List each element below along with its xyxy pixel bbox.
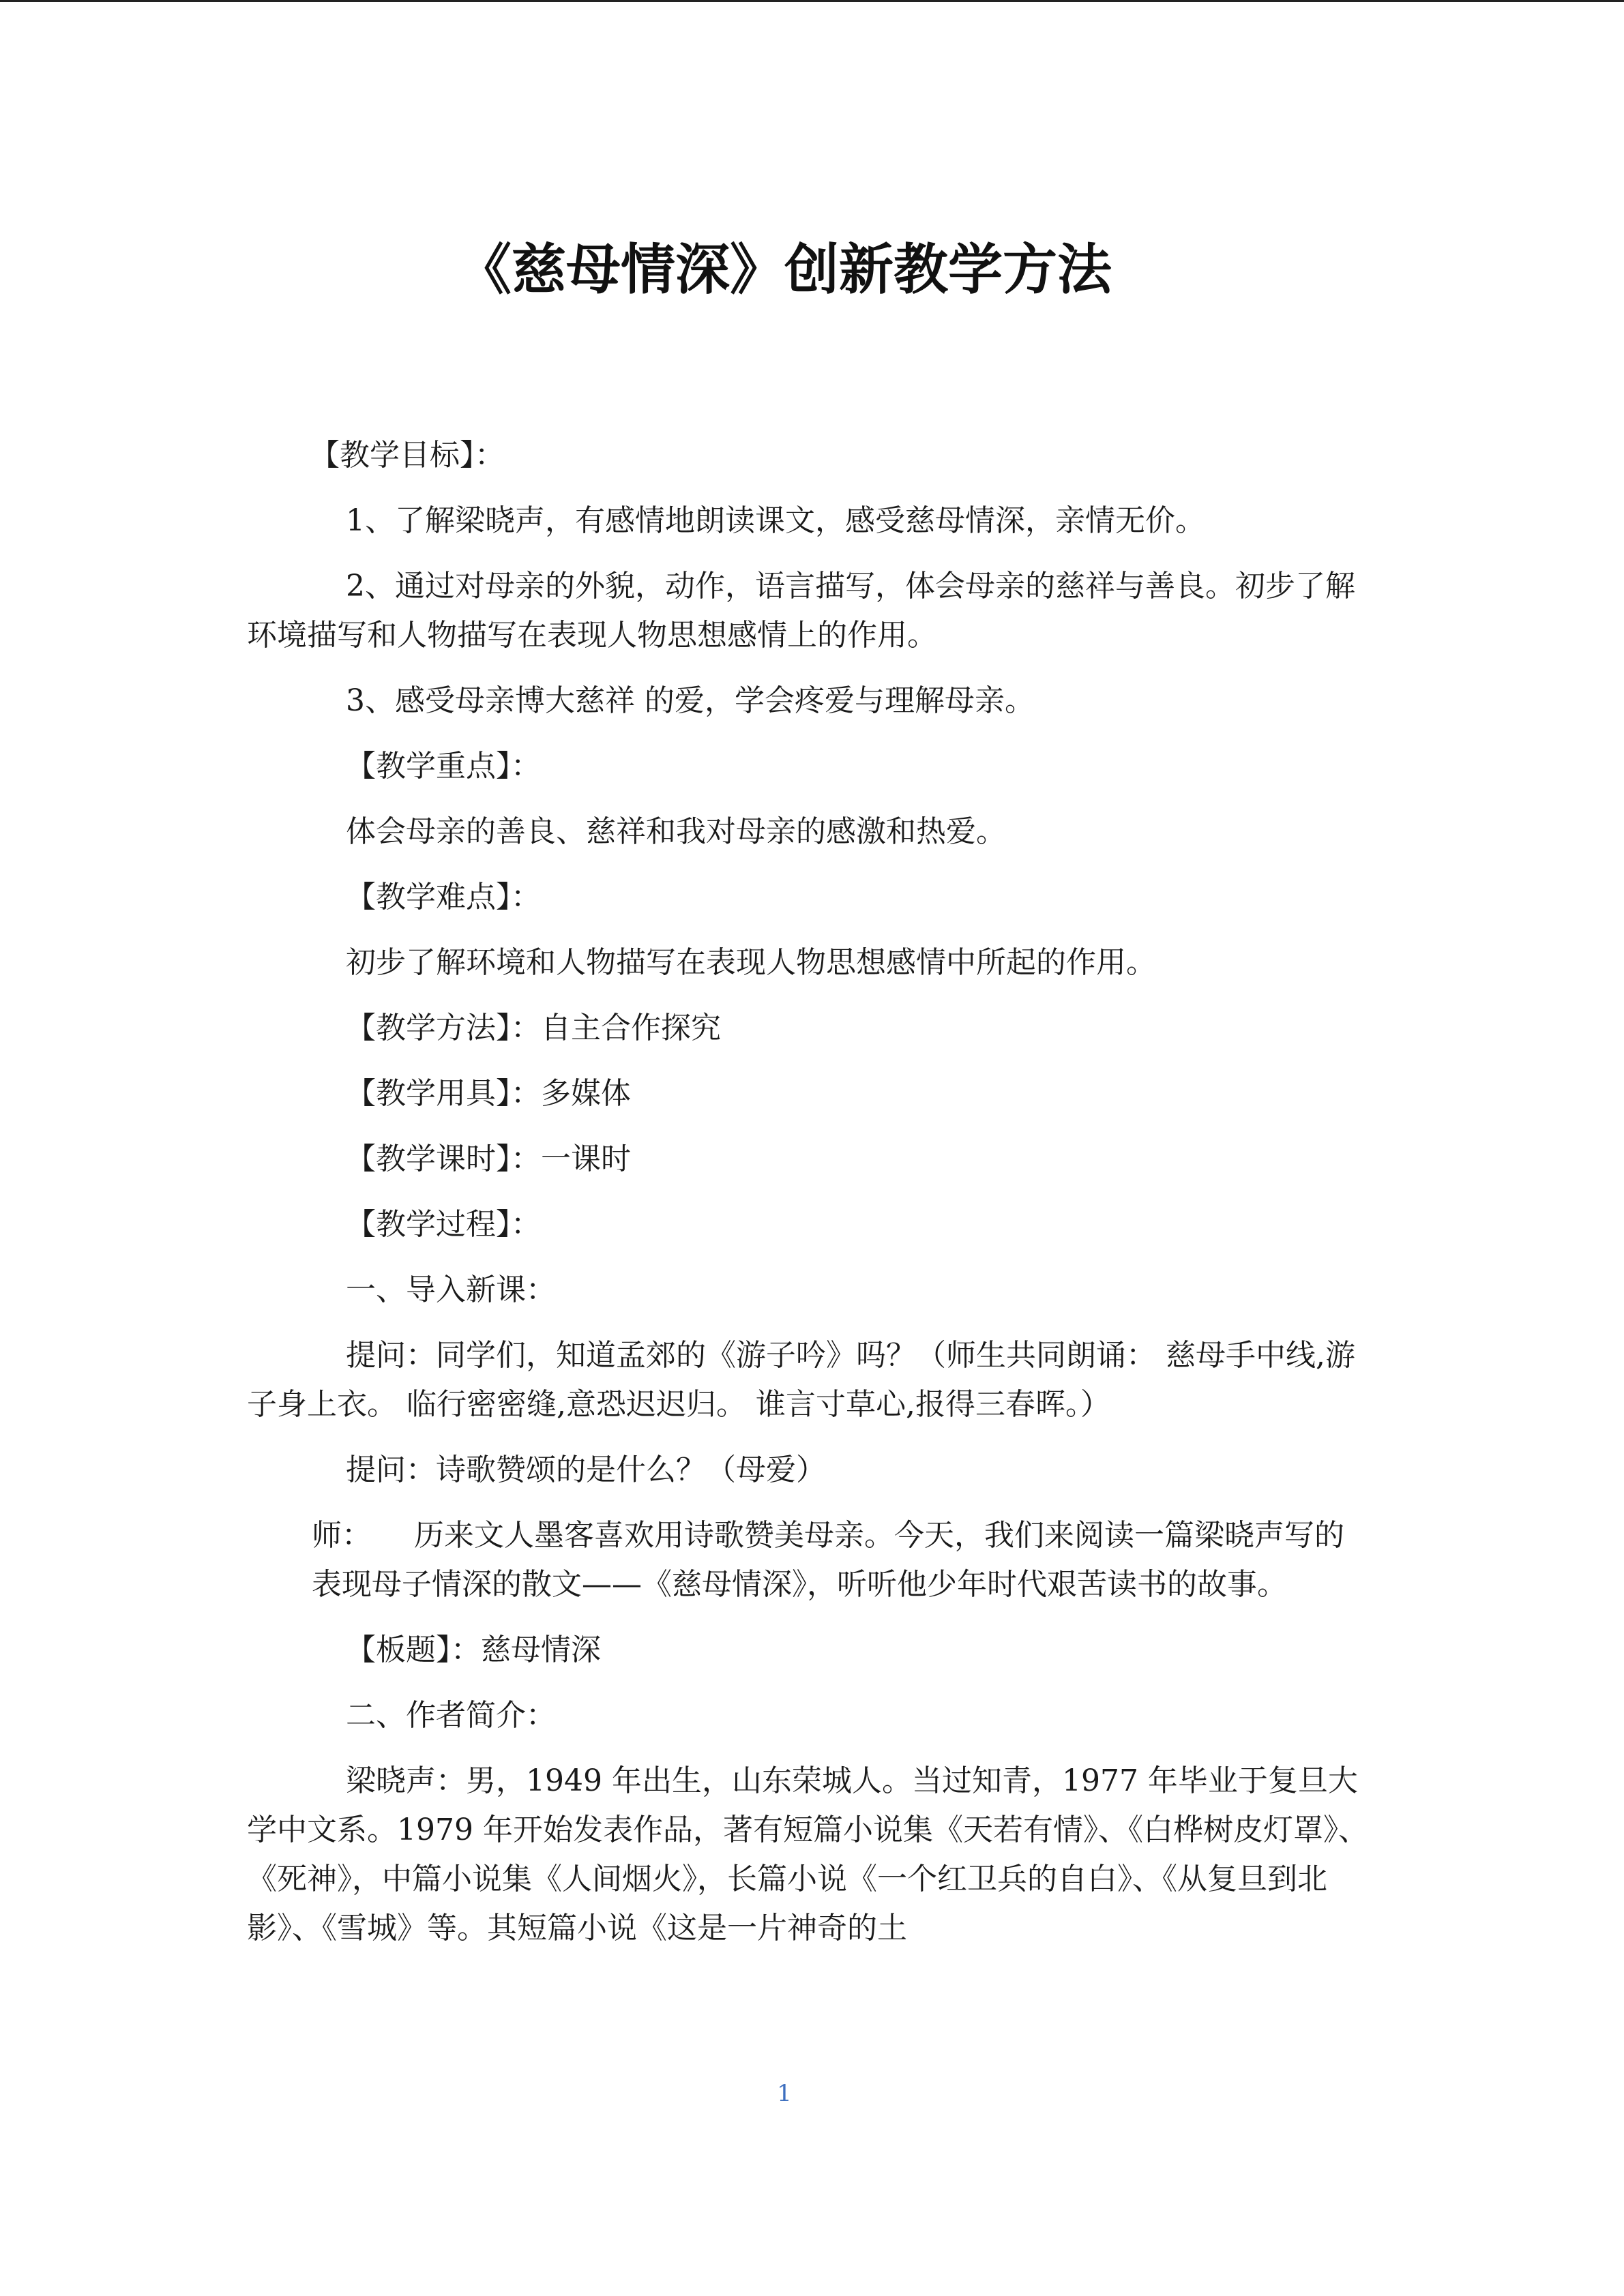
- teaching-focus-text: 体会母亲的善良、慈祥和我对母亲的感激和热爱。: [346, 814, 1006, 849]
- document-title: 《慈母情深》创新教学方法: [457, 237, 1112, 301]
- teacher-text: 历来文人墨客喜欢用诗歌赞美母亲。今天，我们来阅读一篇梁晓声写的表现母子情深的散文——《慈母情深》，听听他少年时代艰苦读书的故事。: [312, 1518, 1344, 1602]
- question-paragraph-1: 提问：同学们，知道孟郊的《游子吟》吗？（师生共同朗诵： 慈母手中线,游子身上衣。 临行密密缝,意恐迟迟归。 谁言寸草心,报得三春晖。）: [247, 1338, 1355, 1422]
- heading-teaching-difficulty: 【教学难点】：: [346, 880, 541, 914]
- page-number: 1: [777, 2080, 792, 2107]
- section-2-heading: 二、作者简介：: [346, 1698, 556, 1733]
- teaching-difficulty-text: 初步了解环境和人物描写在表现人物思想感情中所起的作用。: [346, 945, 1156, 980]
- heading-teaching-goals: 【教学目标】：: [310, 438, 505, 473]
- document-body: [247, 431, 1372, 1969]
- heading-teaching-focus: 【教学重点】：: [346, 749, 541, 784]
- teaching-method: 【教学方法】：自主合作探究: [346, 1011, 721, 1045]
- author-intro-paragraph: 梁晓声：男，1949 年出生，山东荣城人。当过知青，1977 年毕业于复旦大学中文系。1979 年开始发表作品，著有短篇小说集《天若有情》、《白桦树皮灯罩》、《死神》，中篇小说集《人间烟火》，长篇小说《一个红卫兵的自白》、《从复旦到北影》、《雪城》等。其短篇小说《这是一片神奇的土: [247, 1763, 1368, 1945]
- question-paragraph-2: 提问：诗歌赞颂的是什么？（母爱）: [346, 1452, 826, 1487]
- teaching-hours: 【教学课时】：一课时: [346, 1142, 631, 1176]
- section-1-heading: 一、导入新课：: [346, 1272, 556, 1307]
- goal-item-1: 1、了解梁晓声，有感情地朗读课文，感受慈母情深，亲情无价。: [346, 503, 1205, 538]
- goal-item-2: 2、通过对母亲的外貌，动作，语言描写，体会母亲的慈祥与善良。初步了解环境描写和人物描写在表现人物思想感情上的作用。: [247, 569, 1355, 653]
- heading-teaching-process: 【教学过程】：: [346, 1207, 541, 1242]
- page-top-border: [0, 0, 1624, 2]
- teacher-label: 师：: [312, 1518, 372, 1553]
- goal-item-3: 3、感受母亲博大慈祥 的爱，学会疼爱与理解母亲。: [346, 683, 1035, 718]
- teaching-tools: 【教学用具】：多媒体: [346, 1076, 631, 1111]
- board-title: 【板题】：慈母情深: [346, 1632, 601, 1667]
- teacher-paragraph: [247, 1511, 1372, 1609]
